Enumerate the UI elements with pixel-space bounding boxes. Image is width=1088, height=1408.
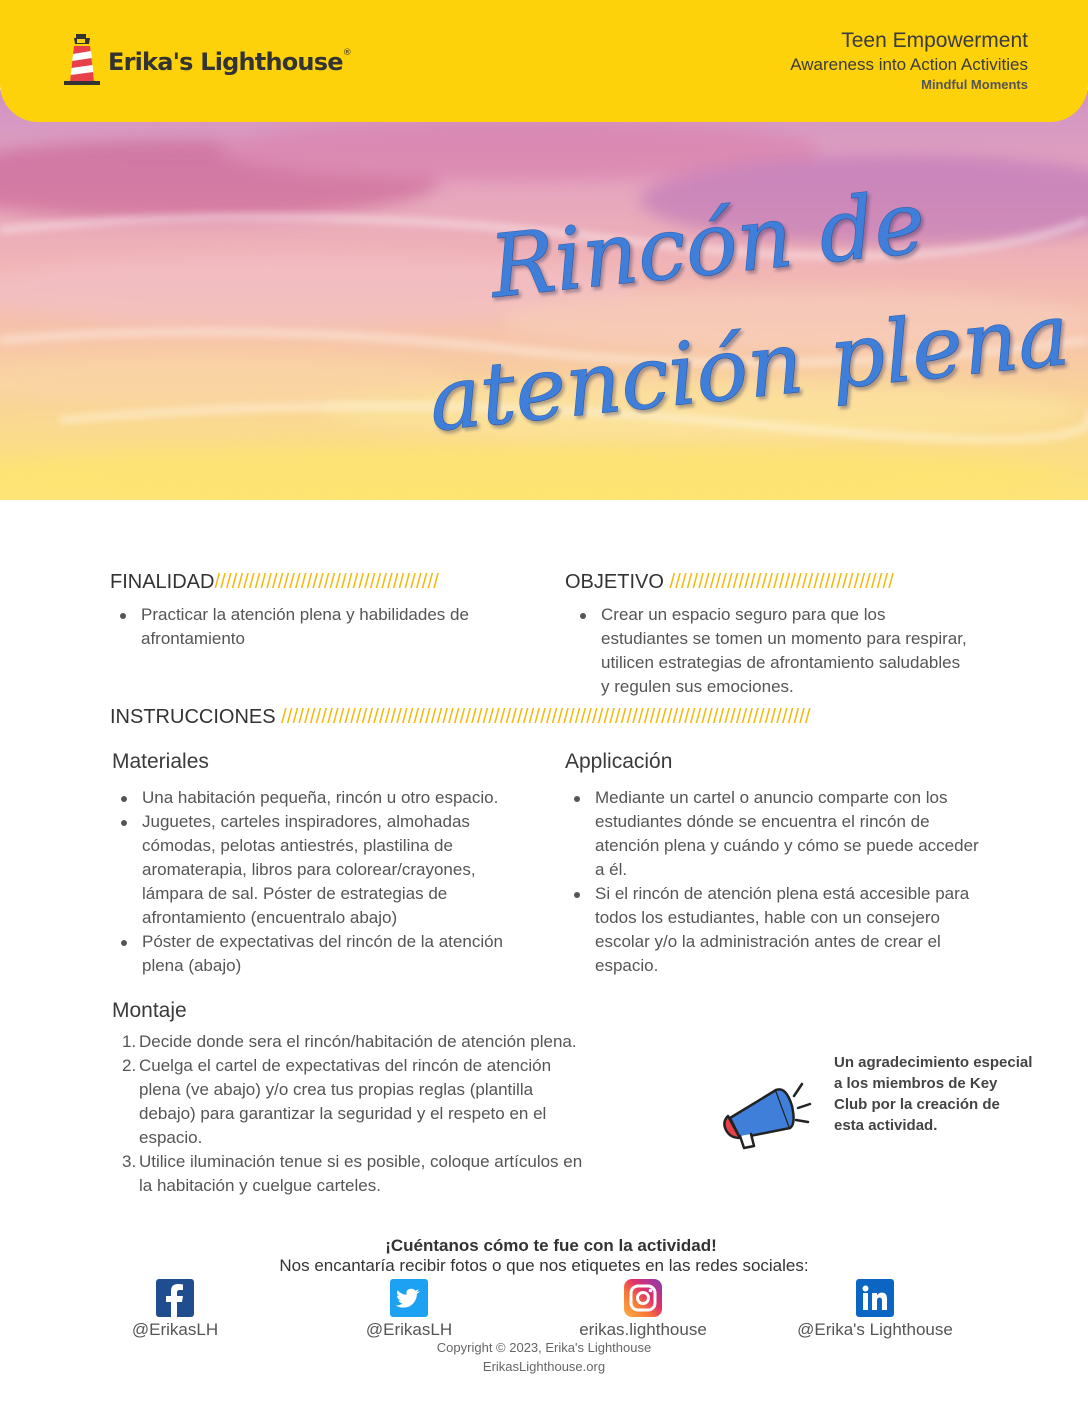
materiales-heading: Materiales xyxy=(112,750,209,773)
cta-subtitle: Nos encantaría recibir fotos o que nos etiquetes en las redes sociales: xyxy=(279,1256,809,1275)
social-handle: @ErikasLH xyxy=(365,1320,453,1339)
list-item: Crear un espacio seguro para que los estudiantes se tomen un momento para respirar, utilicen estrategias de afrontamiento saludables y regulen sus emociones. xyxy=(570,603,970,699)
instagram-icon[interactable] xyxy=(624,1279,662,1317)
instrucciones-heading: INSTRUCCIONES //////////////////////////////////////////////////////////////////////////////////////////// xyxy=(110,706,811,728)
social-linkedin[interactable] xyxy=(790,1279,960,1340)
list-item: Juguetes, carteles inspiradores, almohadas cómodas, pelotas antiestrés, plastilina de aromaterapia, libros para colorear/crayones, lámpara de sal. Póster de estrategias de afrontamiento (encuentralo abajo) xyxy=(111,810,529,930)
list-item: 1. Decide donde sera el rincón/habitación de atención plena. xyxy=(122,1032,577,1051)
hero-title-line2: atención plena xyxy=(424,284,1074,452)
list-item: Mediante un cartel o anuncio comparte con los estudiantes dónde se encuentra el rincón de atención plena y cuándo y cómo se puede acceder a él. xyxy=(564,786,984,882)
program-title: Teen Empowerment xyxy=(841,29,1028,52)
list-item: Si el rincón de atención plena está accesible para todos los estudiantes, hable con un consejero escolar y/o la administración antes de crear el espacio. xyxy=(564,882,984,978)
megaphone-icon xyxy=(720,1076,812,1152)
montaje-heading: Montaje xyxy=(112,999,187,1022)
social-handle: @ErikasLH xyxy=(131,1320,219,1339)
montaje-list xyxy=(113,1030,593,1198)
call-to-action xyxy=(0,1236,1088,1276)
list-item: 3. Utilice iluminación tenue si es posible, coloque artículos en la habitación y cuelgue carteles. xyxy=(122,1152,583,1195)
list-item: Póster de expectativas del rincón de la atención plena (abajo) xyxy=(111,930,529,978)
logo-text: Erika's Lighthouse® xyxy=(108,48,351,76)
lighthouse-icon xyxy=(62,34,102,86)
series-title: Awareness into Action Activities xyxy=(790,55,1028,74)
objetivo-heading: OBJETIVO /////////////////////////////////////// xyxy=(565,571,894,593)
aplicacion-heading: Applicación xyxy=(565,750,673,773)
footer xyxy=(0,1338,1088,1376)
hero-banner xyxy=(0,90,1088,500)
header-titles xyxy=(790,28,1028,94)
list-item: 2. Cuelga el cartel de expectativas del rincón de atención plena (ve abajo) y/o crea tus propias reglas (plantilla debajo) para garantizar la seguridad y el respeto en el espacio. xyxy=(122,1056,552,1147)
hero-title-line1: Rincón de xyxy=(485,172,930,318)
materiales-list xyxy=(111,786,529,978)
cta-title: ¡Cuéntanos cómo te fue con la actividad! xyxy=(385,1236,717,1255)
hero-title xyxy=(0,90,1088,500)
social-facebook[interactable] xyxy=(115,1279,235,1340)
finalidad-heading: FINALIDAD/////////////////////////////////////// xyxy=(110,571,439,593)
aplicacion-list xyxy=(564,786,984,978)
social-instagram[interactable] xyxy=(568,1279,718,1340)
category-title: Mindful Moments xyxy=(921,77,1028,92)
social-handle: erikas.lighthouse xyxy=(579,1320,707,1339)
logo[interactable] xyxy=(62,34,351,86)
linkedin-icon[interactable] xyxy=(856,1279,894,1317)
website-link[interactable]: ErikasLighthouse.org xyxy=(482,1359,606,1374)
social-handle: @Erika's Lighthouse xyxy=(797,1320,953,1339)
twitter-icon[interactable] xyxy=(390,1279,428,1317)
facebook-icon[interactable] xyxy=(156,1279,194,1317)
header-bar xyxy=(0,0,1088,122)
acknowledgement-text: Un agradecimiento especial a los miembros de Key Club por la creación de esta actividad. xyxy=(834,1054,1033,1134)
copyright-text: Copyright © 2023, Erika's Lighthouse xyxy=(436,1340,652,1355)
objetivo-list xyxy=(570,603,970,699)
list-item: Practicar la atención plena y habilidades de afrontamiento xyxy=(110,603,520,651)
list-item: Una habitación pequeña, rincón u otro espacio. xyxy=(111,786,529,810)
finalidad-list xyxy=(110,603,520,651)
social-twitter[interactable] xyxy=(349,1279,469,1340)
